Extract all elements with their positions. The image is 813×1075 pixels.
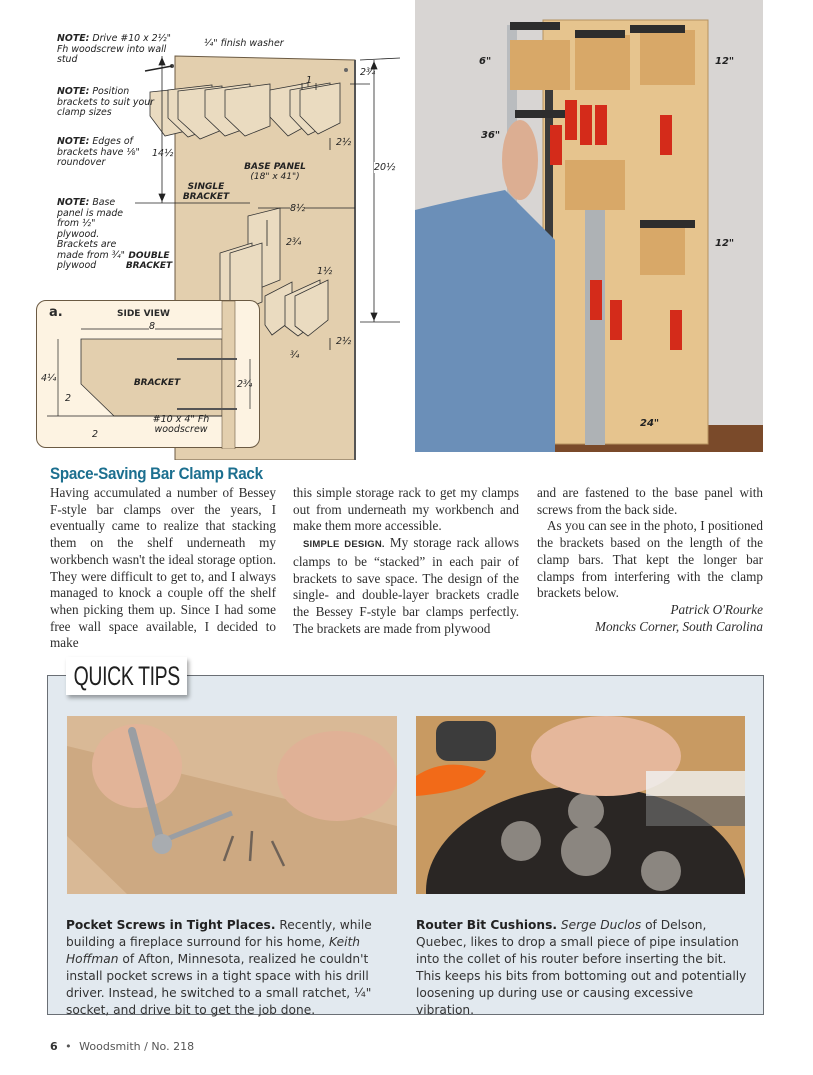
tip-pocket-screws: Pocket Screws in Tight Places. Recently, while building a fireplace surround for his home, Keith Hoffman of Afton, Minnesota, realized he couldn't install pocket screws in a tight space with his drill driver. Instead, he switched to a small ratchet, ¼" socket, and drive bit to get the job done. <box>66 918 372 1017</box>
tip-title-pocket-screws: Pocket Screws in Tight Places. <box>66 918 276 932</box>
tip-title-router-bit-cushions: Router Bit Cushions. <box>416 918 557 932</box>
tip-router-bit-cushions: Router Bit Cushions. Serge Duclos of Delson, Quebec, likes to drop a small piece of pipe insulation into the collet of his router before inserting the bit. This keeps his bits from bottoming out and potentially loosening up during use or causing excessive vibration. <box>416 918 747 1017</box>
article-column-2 <box>293 485 519 637</box>
note-edges-roundover: NOTE: Edges of brackets have ⅛" roundover <box>57 136 140 168</box>
page-footer <box>50 1040 194 1053</box>
bar-clamp-rack-illustration <box>40 20 412 460</box>
article-paragraph-4: and are fastened to the base panel with screws from the back side. <box>537 485 763 517</box>
side-view-title: SIDE VIEW <box>117 309 170 319</box>
side-screw-label: #10 x 4" Fh woodscrew <box>152 414 210 435</box>
clamp-rack-photo-image <box>415 0 763 452</box>
article-paragraph-2: this simple storage rack to get my clamps out from underneath my workbench and make them more accessible. <box>293 485 519 534</box>
clamp-rack-photo <box>415 0 763 452</box>
dim-bracket-thickness: ¾ <box>290 350 300 361</box>
dim-spacing-horizontal: 8½ <box>290 203 306 214</box>
author-location: Moncks Corner, South Carolina <box>594 618 763 634</box>
side-bracket-label: BRACKET <box>133 378 181 388</box>
article-title: Space-Saving Bar Clamp Rack <box>50 465 263 483</box>
footer-separator: • <box>65 1040 72 1053</box>
dim-bracket-gap-bottom: 1½ <box>317 266 333 277</box>
side-view-inset <box>36 300 260 448</box>
page-number: 6 <box>50 1040 58 1053</box>
router-plate-photo <box>416 716 745 894</box>
article-paragraph-3: SIMPLE DESIGN. My storage rack allows clamps to be “stacked” in each pair of brackets to save space. The design of the single- and double-layer brackets cradle the Bessey F-style bar clamps perfectly. The brackets are made from plywood <box>293 535 519 636</box>
side-dim-height: 4¼ <box>41 373 57 384</box>
quick-tips-heading: QUICK TIPS <box>66 657 187 695</box>
dim-right-offset-bottom: 2½ <box>336 336 352 347</box>
side-dim-width: 8 <box>149 321 156 332</box>
side-dim-chamfer-v: 2 <box>65 393 72 404</box>
note-position-brackets: NOTE: Position brackets to suit your clamp sizes <box>57 86 155 118</box>
dim-spacing-vertical: 2¾ <box>286 237 302 248</box>
dim-top-offset: 2¾ <box>360 67 376 78</box>
ratchet-photo-image <box>67 716 397 894</box>
side-dim-chamfer-h: 2 <box>92 429 99 440</box>
article-paragraph-1: Having accumulated a number of Bessey F-style bar clamps over the years, I eventually came to realize that stacking them on the shelf underneath my workbench wasn't the ideal storage option. They were difficult to get to, and I always managed to knock a couple off the shelf when picking them up. Since I had some free wall space available, I decided to make <box>50 485 276 651</box>
photo-label-24in: 24" <box>640 418 660 429</box>
photo-label-6in: 6" <box>479 56 492 67</box>
dim-right-offset-top: 2½ <box>336 137 352 148</box>
side-dim-screw-spacing: 2¾ <box>237 379 253 390</box>
double-bracket-label: DOUBLE BRACKET <box>125 251 173 271</box>
base-panel-label: BASE PANEL (18" x 41") <box>244 162 306 182</box>
finish-washer-callout: ¼" finish washer <box>204 38 284 49</box>
article-column-3 <box>537 485 763 635</box>
tip-contributor-keith-hoffman: Keith Hoffman <box>66 935 360 966</box>
router-plate-photo-image <box>416 716 745 894</box>
note-drive-screw: NOTE: Drive #10 x 2½" Fh woodscrew into wall stud <box>57 33 171 65</box>
side-view-letter: a. <box>49 305 63 320</box>
single-bracket-label: SINGLE BRACKET <box>182 182 230 202</box>
tip-contributor-serge-duclos: Serge Duclos <box>560 918 642 932</box>
photo-label-12in-mid: 12" <box>715 238 735 249</box>
dim-bracket-gap-top: 1 <box>306 75 313 86</box>
dim-left-vertical: 14½ <box>152 148 174 159</box>
photo-label-36in: 36" <box>481 130 501 141</box>
ratchet-photo <box>67 716 397 894</box>
author-name: Patrick O'Rourke <box>670 601 763 617</box>
dim-right-vertical: 20½ <box>374 162 396 173</box>
publication-name: Woodsmith / No. 218 <box>79 1040 195 1053</box>
article-column-1 <box>50 485 276 652</box>
simple-design-runin: SIMPLE DESIGN. <box>303 539 385 551</box>
article-paragraph-5: As you can see in the photo, I positioned the brackets based on the length of the clamp bars. That kept the longer bar clamps from interfering with the clamp brackets below. <box>537 518 763 601</box>
note-base-panel-material: NOTE: Base panel is made from ½" plywood. Brackets are made from ¾" plywood <box>57 197 125 271</box>
photo-label-12in-top: 12" <box>715 56 735 67</box>
